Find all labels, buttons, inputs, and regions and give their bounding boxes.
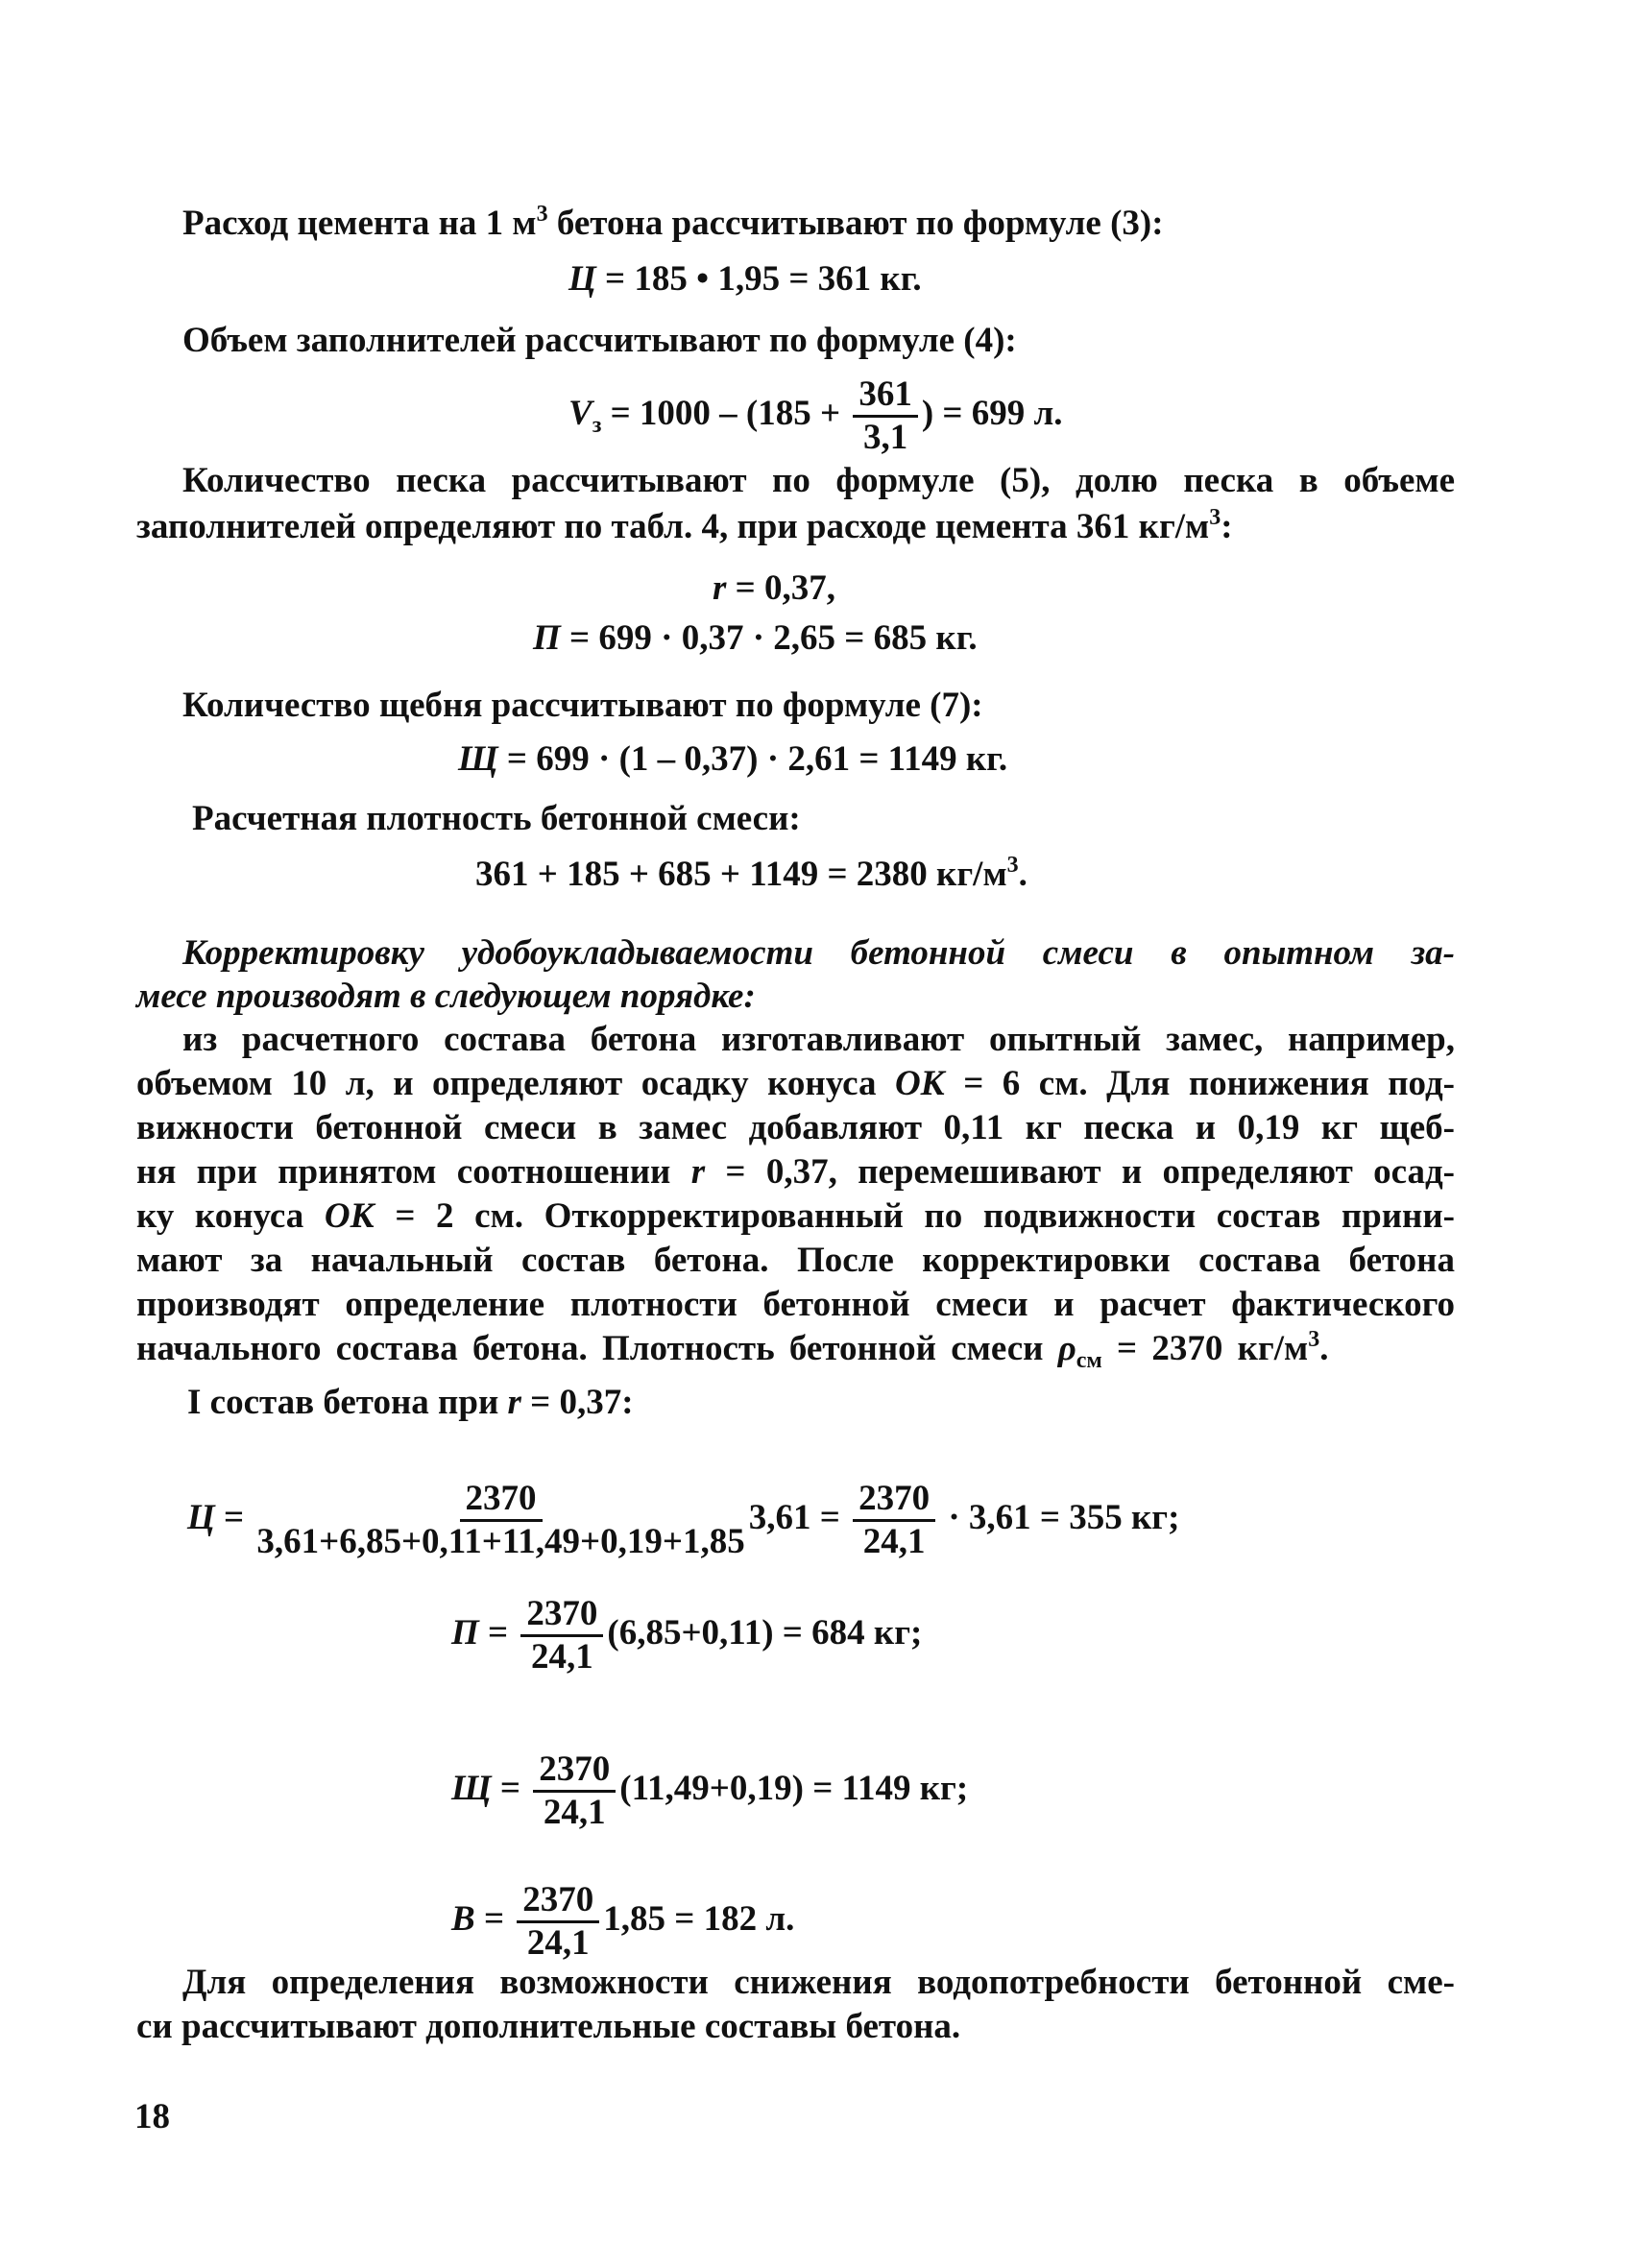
formula-density: 361 + 185 + 685 + 1149 = 2380 $кг/м^3$. — [475, 853, 1028, 894]
paragraph-line: из расчетного состава бетона изготавливают опытный замес, например, — [182, 1020, 1455, 1059]
formula-sand: П = 699 · 0,37 · 2,65 = 685 кг. — [533, 618, 978, 658]
formula-water-final: В = $\frac{2370}{24,1}$ 1,85 = 182 л. — [451, 1880, 795, 1963]
page-number: 18 — [134, 2097, 170, 2136]
text-line: Объем заполнителей рассчитывают по формуле (4): — [182, 321, 1017, 360]
text-line: Расчетная плотность бетонной смеси: — [192, 799, 801, 838]
text-line: Расход цемента на 1 $м^3$ бетона рассчитывают по формуле (3): — [182, 202, 1164, 243]
formula-cement-final: Ц = $\frac{2370}{3,61+6,85+0,11+11,49+0,19+1,85}$ 3,61 = $\frac{2370}{24,1}$ · 3,61 = 355 кг; — [187, 1479, 1180, 1561]
italic-heading: месе производят в следующем порядке: — [136, 977, 756, 1016]
text-line: Количество щебня рассчитывают по формуле (7): — [182, 686, 983, 725]
formula-aggregate-volume: $V_з = 1000 - (185$ + $\frac{361}{3,1}$ ) = 699 л. — [568, 374, 1063, 457]
formula-r: r = 0,37, — [713, 568, 835, 608]
formula-gravel: Щ = 699 · (1 – 0,37) · 2,61 = 1149 кг. — [458, 739, 1008, 779]
paragraph-line: начального состава бетона. Плотность бетонной смеси $\rho_{см} = 2370$ $кг/м^3$. — [136, 1327, 1329, 1373]
text-line: Количество песка рассчитывают по формуле (5), долю песка в объеме — [182, 461, 1455, 500]
composition-heading: I состав бетона при r = 0,37: — [187, 1383, 634, 1422]
paragraph-line: ку конуса ОК = 2 см. Откорректированный по подвижности состав прини- — [136, 1196, 1455, 1236]
paragraph-line: ня при принятом соотношении r = 0,37, перемешивают и определяют осад- — [136, 1152, 1456, 1192]
paragraph-line: объемом 10 л, и определяют осадку конуса ОК = 6 см. Для понижения под- — [136, 1064, 1455, 1103]
text-line: заполнителей определяют по табл. 4, при расходе цемента 361 $кг/м^3$: — [136, 505, 1233, 546]
formula-sand-final: П = $\frac{2370}{24,1}$ (6,85+0,11) = 684 кг; — [451, 1594, 923, 1677]
formula-cement: Ц = 185 • 1,95 = 361 кг. — [568, 259, 922, 299]
paragraph-line: вижности бетонной смеси в замес добавляют 0,11 кг песка и 0,19 кг щеб- — [136, 1108, 1455, 1147]
paragraph-line: Для определения возможности снижения водопотребности бетонной сме- — [182, 1963, 1455, 2002]
paragraph-line: мают за начальный состав бетона. После корректировки состава бетона — [136, 1241, 1455, 1280]
formula-gravel-final: Щ = $\frac{2370}{24,1}$ (11,49+0,19) = 1149 кг; — [451, 1749, 969, 1832]
italic-heading: Корректировку удобоукладываемости бетонной смеси в опытном за- — [182, 933, 1455, 973]
paragraph-line: производят определение плотности бетонной смеси и расчет фактического — [136, 1285, 1455, 1324]
paragraph-line: си рассчитывают дополнительные составы бетона. — [136, 2007, 961, 2046]
